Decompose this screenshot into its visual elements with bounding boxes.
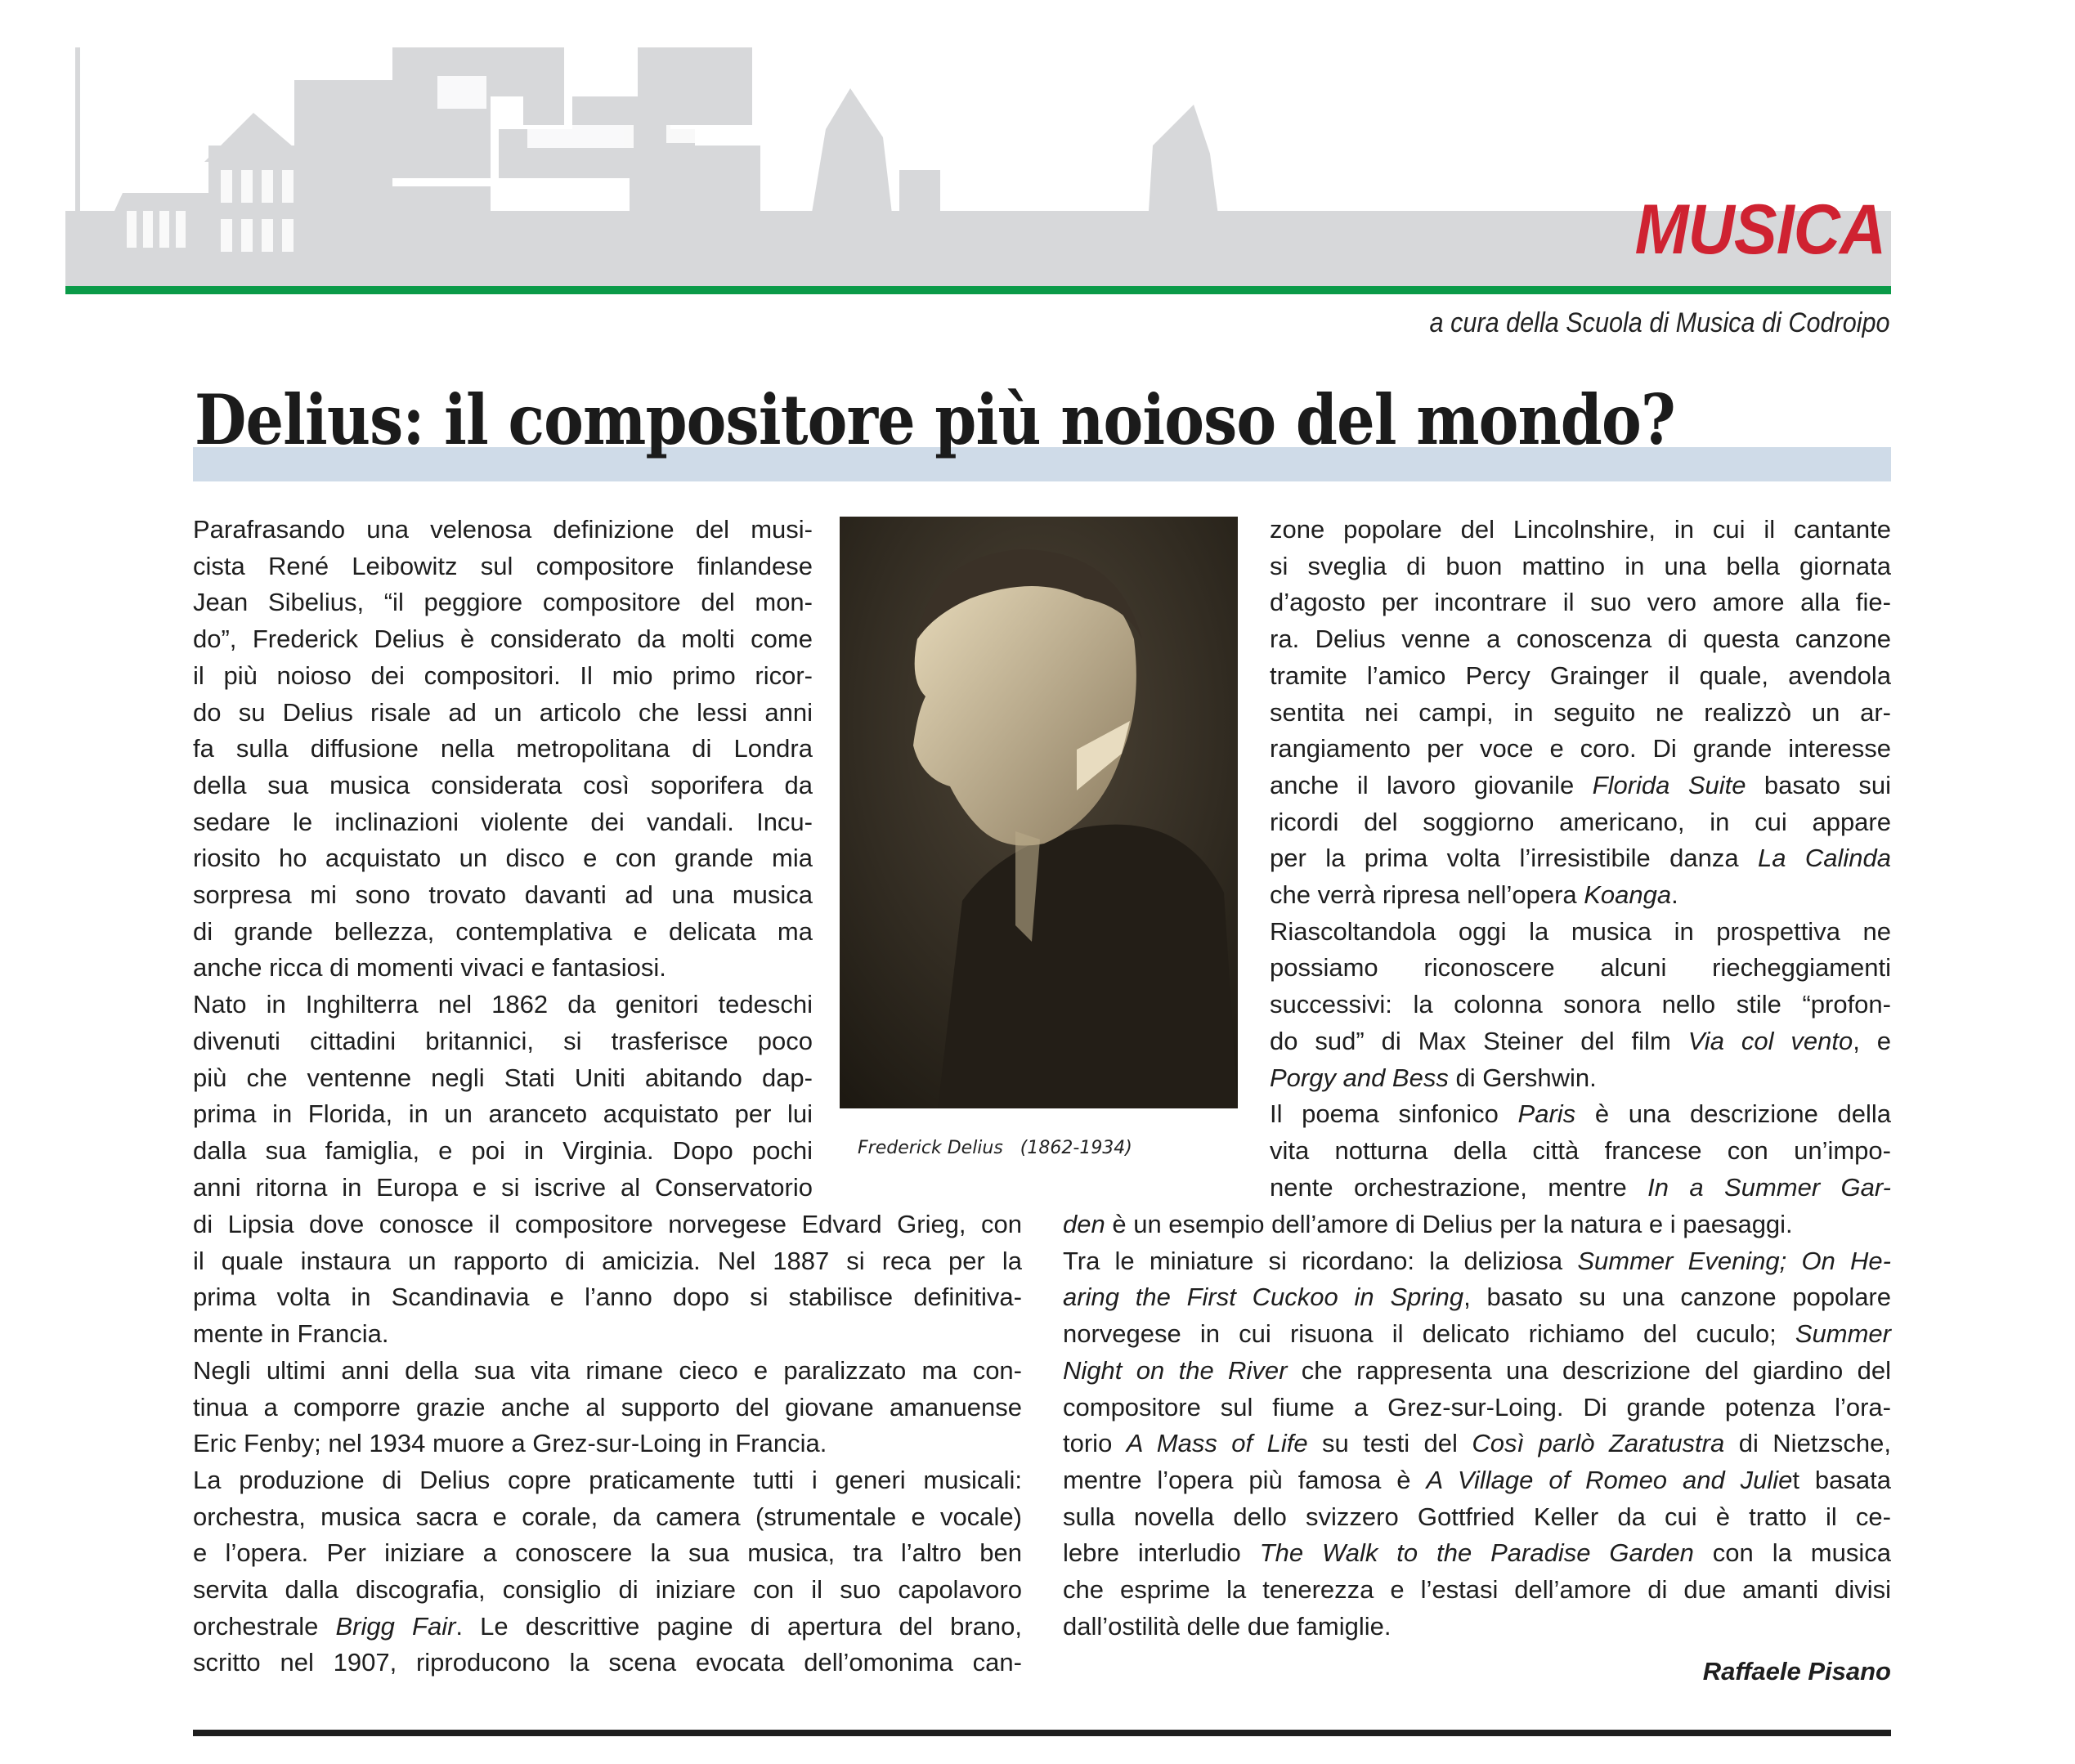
text-line [193,1353,1022,1390]
text-line [1270,512,1891,548]
text-line [1270,840,1891,877]
text-line [193,1535,1022,1572]
body-text: è una descrizione della [1575,1099,1891,1129]
body-text: . [1671,880,1678,909]
italic-title-text: aring the First Cuckoo in Spring [1063,1283,1464,1312]
body-text: anche ricca di momenti vivaci e fantasiosi. [193,953,666,983]
body-text: rangiamento per voce e coro. Di grande interesse [1270,734,1891,763]
text-line [1063,1316,1891,1353]
text-line [193,548,813,585]
article-headline: Delius: il compositore più noioso del mondo? [195,379,1675,460]
body-text: dalla sua famiglia, e poi in Virginia. Dopo pochi [193,1135,813,1165]
italic-title-text: Così parlò Zaratustra [1472,1429,1725,1458]
italic-title-text: Florida Suite [1592,770,1746,799]
text-line [1270,548,1891,585]
text-line [193,1645,1022,1681]
body-text: Il poema sinfonico [1270,1099,1518,1129]
text-line [1063,1462,1891,1499]
body-text: orchestrale [193,1611,336,1641]
italic-title-text: Summer [1795,1319,1891,1349]
text-line [193,804,813,841]
text-line [1063,1535,1891,1572]
text-line [193,877,813,914]
body-text: ra. Delius venne a conoscenza di questa canzone [1270,625,1891,654]
italic-title-text: Paris [1517,1099,1576,1129]
text-line [1270,914,1891,951]
body-text: Riascoltandola oggi la musica in prospettiva ne [1270,916,1891,946]
text-line [1063,1243,1891,1280]
body-text: , e [1853,1026,1892,1055]
author-signature: Raffaele Pisano [1702,1657,1891,1686]
body-text: prima in Florida, in un aranceto acquistato per lui [193,1099,813,1129]
italic-title-text: La Calinda [1758,844,1892,873]
text-line [193,695,813,732]
text-line [1063,1609,1891,1645]
text-line [1063,1426,1891,1462]
text-line [193,584,813,621]
text-line [193,1023,813,1060]
text-line [193,1462,1022,1499]
body-text: fa sulla diffusione nella metropolitana di Londra [193,734,813,763]
body-text: il quale instaura un rapporto di amicizia. Nel 1887 si reca per la [193,1246,1022,1275]
body-text: per la prima volta l’irresistibile danza [1270,844,1758,873]
text-line [193,1133,813,1170]
italic-title-text: Summer Evening; On He- [1577,1246,1891,1275]
body-text: si sveglia di buon mattino in una bella giornata [1270,551,1891,580]
body-text: Tra le miniature si ricordano: la deliziosa [1063,1246,1578,1275]
italic-title-text: Porgy and Bess [1270,1063,1449,1092]
italic-title-text: Koanga [1584,880,1672,909]
body-text: , basato su una canzone popolare [1463,1283,1891,1312]
body-text: ricordi del soggiorno americano, in cui appare [1270,807,1891,836]
body-text: orchestra, musica sacra e corale, da camera (strumentale e vocale) [193,1502,1022,1531]
section-title: MUSICA [1634,190,1885,269]
body-text: che esprime la tenerezza e l’estasi dell’amore di due amanti divisi [1063,1575,1891,1604]
text-line [1270,695,1891,732]
body-text: vita notturna della città francese con un’impo- [1270,1135,1891,1165]
body-text: norvegese in cui risuona il delicato richiamo del cuculo; [1063,1319,1795,1349]
body-text: successivi: la colonna sonora nello stile “profon- [1270,990,1891,1019]
italic-title-text: Brigg Fair [335,1611,456,1641]
body-text: do”, Frederick Delius è considerato da molti come [193,625,813,654]
body-text: torio [1063,1429,1127,1458]
italic-title-text: A Village of Romeo and Julie [1426,1465,1793,1494]
text-line [193,621,813,658]
body-text: . Le descrittive pagine di apertura del brano, [455,1611,1022,1641]
section-curator: a cura della Scuola di Musica di Codroipo [1429,307,1890,338]
section-divider-rule [65,286,1891,294]
italic-title-text: A Mass of Life [1126,1429,1308,1458]
body-text: tramite l’amico Percy Grainger il quale, avendola [1270,660,1891,690]
body-text: che verrà ripresa nell’opera [1270,880,1584,909]
body-text: di grande bellezza, contemplativa e delicata ma [193,916,813,946]
text-line [193,731,813,768]
body-text: mentre l’opera più famosa è [1063,1465,1427,1494]
italic-title-text: den [1063,1210,1105,1238]
body-text: il più noioso dei compositori. Il mio primo ricor- [193,660,813,690]
body-text: Nato in Inghilterra nel 1862 da genitori tedeschi [193,990,813,1019]
italic-title-text: The Walk to the Paradise Garden [1259,1538,1694,1568]
text-line [1270,804,1891,841]
text-line [1270,768,1891,804]
text-line [1270,987,1891,1023]
italic-title-text: Night on the River [1063,1355,1288,1385]
body-text: riosito ho acquistato un disco e con grande mia [193,844,813,873]
body-text: Negli ultimi anni della sua vita rimane cieco e paralizzato ma con- [193,1355,1022,1385]
body-text: su testi del [1307,1429,1472,1458]
text-line [1063,1572,1891,1609]
text-line [193,840,813,877]
body-text: sentita nei campi, in seguito ne realizzò un ar- [1270,697,1891,727]
italic-title-text: Via col vento [1687,1026,1853,1055]
body-text: sulla novella dello svizzero Gottfried Keller da cui è tratto il ce- [1063,1502,1891,1531]
body-text: Jean Sibelius, “il peggiore compositore del mon- [193,588,813,617]
body-text: do sud” di Max Steiner del film [1270,1026,1688,1055]
text-line [193,1390,1022,1426]
body-text: lebre interludio [1063,1538,1260,1568]
body-text: con la musica [1693,1538,1891,1568]
body-text: servita dalla discografia, consiglio di iniziare con il suo capolavoro [193,1575,1022,1604]
body-text: possiamo riconoscere alcuni riecheggiamenti [1270,953,1891,983]
body-text: di Gershwin. [1448,1063,1597,1092]
text-line [1063,1279,1891,1316]
body-text: mente in Francia. [193,1319,389,1349]
text-line [193,1207,1022,1243]
text-line [193,1170,813,1207]
body-text: Parafrasando una velenosa definizione del musi- [193,515,813,544]
text-line [193,1096,813,1133]
body-text: che rappresenta una descrizione del giardino del [1287,1355,1891,1385]
body-text: do su Delius risale ad un articolo che lessi anni [193,697,813,727]
italic-title-text: In a Summer Gar- [1647,1172,1891,1202]
photo-caption: Frederick Delius (1862-1934) [858,1138,1132,1158]
text-line [193,1499,1022,1536]
body-text: zone popolare del Lincolnshire, in cui il cantante [1270,515,1891,544]
body-text: nente orchestrazione, mentre [1270,1172,1648,1202]
body-text: dall’ostilità delle due famiglie. [1063,1611,1392,1641]
body-text: La produzione di Delius copre praticamente tutti i generi musicali: [193,1465,1022,1494]
body-text: tinua a comporre grazie anche al supporto del giovane amanuense [193,1392,1022,1421]
text-line [1270,1170,1891,1207]
delius-portrait-image [840,517,1238,1108]
text-line [1270,950,1891,987]
body-text: d’agosto per incontrare il suo vero amore alla fie- [1270,588,1891,617]
body-text: prima volta in Scandinavia e l’anno dopo si stabilisce definitiva- [193,1283,1022,1312]
text-line [1270,1096,1891,1133]
text-line [1063,1499,1891,1536]
text-line [193,950,813,987]
header-banner-image [65,47,1891,288]
text-line [193,1609,1022,1645]
text-line [193,1316,1022,1353]
text-line [193,1572,1022,1609]
body-text: è un esempio dell’amore di Delius per la natura e i paesaggi. [1105,1210,1793,1238]
body-text: sedare le inclinazioni violente dei vandali. Incu- [193,807,813,836]
text-line [1270,877,1891,914]
body-text: di Lipsia dove conosce il compositore norvegese Edvard Grieg, con [193,1210,1022,1238]
body-text: t basata [1792,1465,1892,1494]
body-text: divenuti cittadini britannici, si trasferisce poco [193,1026,813,1055]
text-line [193,1243,1022,1280]
body-text: anche il lavoro giovanile [1270,770,1593,799]
body-text: più che ventenne negli Stati Uniti abitando dap- [193,1063,813,1092]
body-text: Eric Fenby; nel 1934 muore a Grez-sur-Loing in Francia. [193,1429,827,1458]
text-line [1063,1353,1891,1390]
body-text: e l’opera. Per iniziare a conoscere la sua musica, tra l’altro ben [193,1538,1022,1568]
text-line [1270,1060,1891,1097]
text-line [1270,584,1891,621]
body-text: scritto nel 1907, riproducono la scena evocata dell’omonima can- [193,1648,1022,1677]
text-line [1270,731,1891,768]
body-text: anni ritorna in Europa e si iscrive al Conservatorio [193,1172,813,1202]
text-line [1270,658,1891,695]
text-line [193,512,813,548]
bottom-rule [193,1730,1891,1736]
portrait-photo [840,517,1238,1108]
body-text: cista René Leibowitz sul compositore finlandese [193,551,813,580]
body-text: della sua musica considerata così soporifera da [193,770,813,799]
body-text: sorpresa mi sono trovato davanti ad una musica [193,880,813,909]
text-line [193,658,813,695]
text-line [193,1279,1022,1316]
text-line [193,914,813,951]
text-line [1270,621,1891,658]
town-skyline-illustration [65,47,1891,288]
text-line [1063,1207,1891,1243]
body-text: compositore sul fiume a Grez-sur-Loing. Di grande potenza l’ora- [1063,1392,1891,1421]
text-line [1270,1133,1891,1170]
text-line [1270,1023,1891,1060]
body-text: di Nietzsche, [1724,1429,1892,1458]
text-line [193,768,813,804]
text-line [193,1426,1022,1462]
text-line [1063,1390,1891,1426]
text-line [193,1060,813,1097]
text-line [193,987,813,1023]
body-text: basato sui [1746,770,1891,799]
